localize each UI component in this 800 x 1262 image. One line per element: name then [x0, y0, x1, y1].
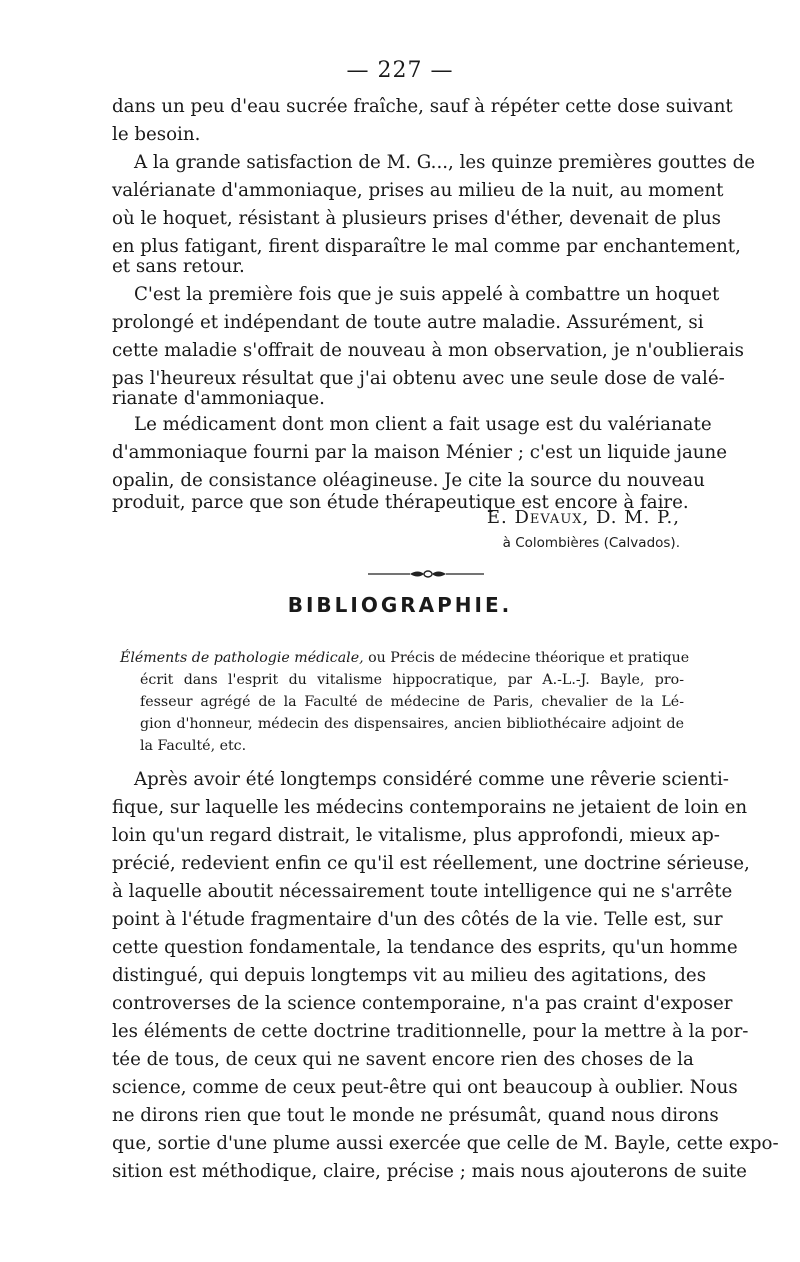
- text-line: Le médicament dont mon client a fait usage est du valérianate: [134, 414, 712, 435]
- signature-title: , D. M. P.,: [582, 507, 680, 528]
- review-line: distingué, qui depuis longtemps vit au milieu des agitations, des: [112, 965, 707, 986]
- reference-line: écrit dans l'esprit du vitalisme hippocratique, par A.-L.-J. Bayle, pro-: [140, 672, 684, 688]
- text-line: prolongé et indépendant de toute autre maladie. Assurément, si: [112, 312, 704, 333]
- reference-title: Éléments de pathologie médicale,: [120, 650, 364, 666]
- signature-initial: E.: [486, 507, 508, 528]
- text-line: valérianate d'ammoniaque, prises au milieu de la nuit, au moment: [112, 180, 724, 201]
- page-number: — 227 —: [346, 58, 454, 83]
- review-line: précié, redevient enfin ce qu'il est réellement, une doctrine sérieuse,: [112, 853, 750, 874]
- text-line: le besoin.: [112, 124, 201, 145]
- reference-line: gion d'honneur, médecin des dispensaires, ancien bibliothécaire adjoint de: [140, 716, 684, 732]
- review-line: point à l'étude fragmentaire d'un des côtés de la vie. Telle est, sur: [112, 909, 723, 930]
- text-line: opalin, de consistance oléagineuse. Je cite la source du nouveau: [112, 470, 705, 491]
- reference-line: fesseur agrégé de la Faculté de médecine de Paris, chevalier de la Lé-: [140, 694, 684, 710]
- review-line: science, comme de ceux peut-être qui ont beaucoup à oublier. Nous: [112, 1077, 738, 1098]
- review-line: à laquelle aboutit nécessairement toute intelligence qui ne s'arrête: [112, 881, 733, 902]
- reference-line: la Faculté, etc.: [140, 738, 247, 754]
- section-title: BIBLIOGRAPHIE.: [287, 593, 513, 617]
- separator-ornament: [366, 567, 486, 581]
- review-line: les éléments de cette doctrine traditionnelle, pour la mettre à la por-: [112, 1021, 749, 1042]
- text-line: dans un peu d'eau sucrée fraîche, sauf à répéter cette dose suivant: [112, 96, 733, 117]
- signature: [487, 507, 680, 528]
- reference-line: [120, 648, 690, 670]
- text-line: C'est la première fois que je suis appelé à combattre un hoquet: [134, 284, 720, 305]
- text-line: où le hoquet, résistant à plusieurs prises d'éther, devenait de plus: [112, 208, 722, 229]
- text-line: pas l'heureux résultat que j'ai obtenu avec une seule dose de valé-: [112, 368, 725, 389]
- review-line: Après avoir été longtemps considéré comme une rêverie scienti-: [134, 769, 729, 790]
- review-line: loin qu'un regard distrait, le vitalisme, plus approfondi, mieux ap-: [112, 825, 720, 846]
- text-line: en plus fatigant, firent disparaître le mal comme par enchantement,: [112, 236, 741, 257]
- review-line: tée de tous, de ceux qui ne savent encore rien des choses de la: [112, 1049, 694, 1070]
- review-line: que, sortie d'une plume aussi exercée que celle de M. Bayle, cette expo-: [112, 1133, 779, 1154]
- signature-surname: Devaux: [514, 507, 583, 528]
- text-line: d'ammoniaque fourni par la maison Ménier ; c'est un liquide jaune: [112, 442, 728, 463]
- text-line: rianate d'ammoniaque.: [112, 388, 325, 409]
- text-line: A la grande satisfaction de M. G..., les quinze premières gouttes de: [134, 152, 755, 173]
- text-line: cette maladie s'offrait de nouveau à mon observation, je n'oublierais: [112, 340, 744, 361]
- text-line: et sans retour.: [112, 256, 245, 277]
- review-line: sition est méthodique, claire, précise ; mais nous ajouterons de suite: [112, 1161, 747, 1182]
- text-line: produit, parce que son étude thérapeutique est encore à faire.: [112, 492, 689, 513]
- review-line: ne dirons rien que tout le monde ne présumât, quand nous dirons: [112, 1105, 719, 1126]
- review-line: cette question fondamentale, la tendance des esprits, qu'un homme: [112, 937, 738, 958]
- signature-place: à Colombières (Calvados).: [502, 535, 680, 551]
- review-line: controverses de la science contemporaine, n'a pas craint d'exposer: [112, 993, 733, 1014]
- reference-text: ou Précis de médecine théorique et pratique: [363, 650, 690, 666]
- review-line: fique, sur laquelle les médecins contemporains ne jetaient de loin en: [112, 797, 748, 818]
